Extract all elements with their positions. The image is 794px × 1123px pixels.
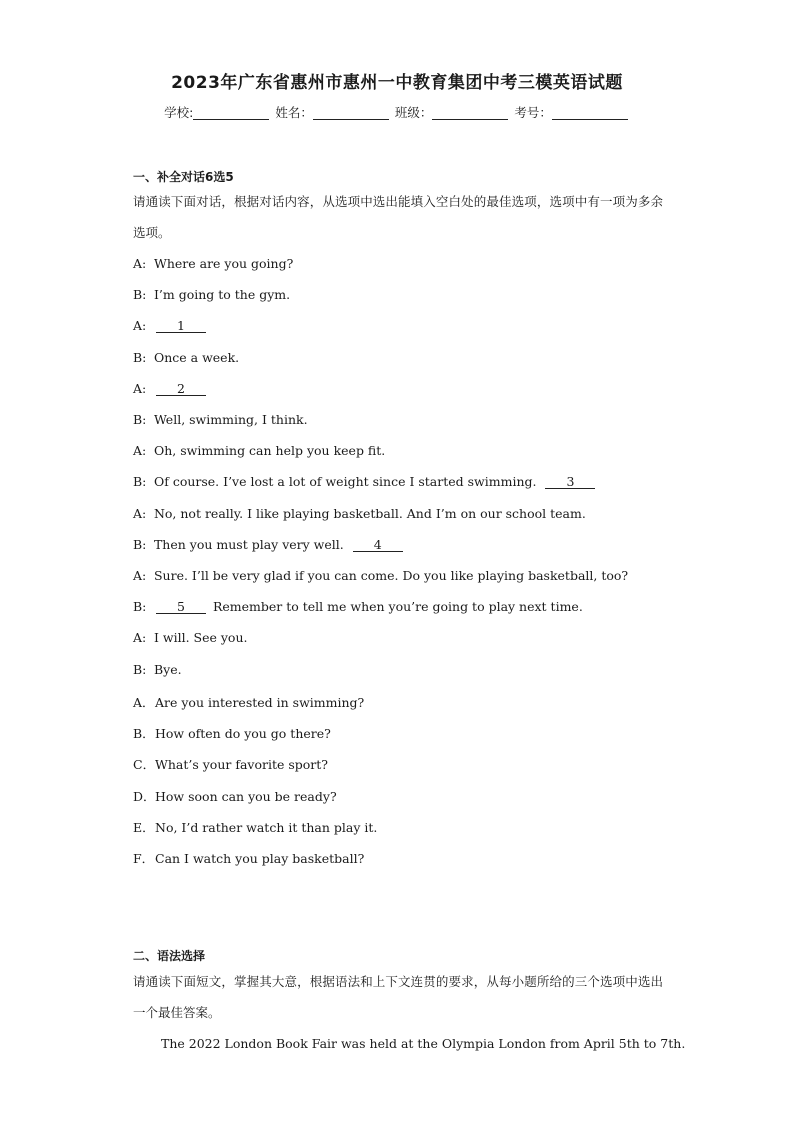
answer-blank[interactable]: 2 [156, 382, 206, 396]
speaker-label: A: [133, 318, 147, 334]
answer-blank[interactable]: 3 [545, 475, 595, 489]
option-item [133, 755, 328, 773]
dialogue-line [133, 412, 308, 427]
dialogue-line [133, 381, 209, 396]
dialogue-line [133, 318, 209, 333]
option-item [133, 818, 377, 836]
speaker-label: A: [133, 630, 147, 646]
dialogue-text: Where are you going? [150, 256, 294, 271]
option-text: What’s your favorite sport? [155, 757, 328, 773]
answer-blank[interactable]: 4 [353, 538, 403, 552]
speaker-label: A: [133, 380, 147, 396]
option-label: B． [133, 726, 155, 742]
speaker-label: B: [133, 599, 147, 615]
student-info-row [0, 103, 794, 121]
dialogue-line [133, 568, 628, 583]
school-field[interactable] [193, 106, 269, 120]
dialogue-line [133, 443, 385, 458]
name-field[interactable] [313, 106, 389, 120]
option-text: No, I’d rather watch it than play it. [155, 819, 378, 835]
answer-blank[interactable]: 1 [156, 319, 206, 333]
number-label: 考号： [514, 105, 552, 120]
option-label: F． [133, 851, 155, 866]
dialogue-text: Sure. I’ll be very glad if you can come. Do you like playing basketball, too? [150, 568, 629, 583]
speaker-label: B: [133, 536, 147, 552]
section1-heading: 一、补全对话6选5 [133, 170, 234, 184]
dialogue-line [133, 350, 239, 365]
option-label: A． [133, 695, 155, 710]
passage-paragraph: The 2022 London Book Fair was held at the Olympia London from April 5th to 7th. [161, 1036, 686, 1051]
number-field[interactable] [552, 106, 628, 120]
dialogue-text: I will. See you. [150, 630, 248, 646]
dialogue-text: Remember to tell me when you’re going to play next time. [209, 599, 583, 615]
dialogue-line [133, 256, 293, 271]
dialogue-line [133, 537, 406, 552]
speaker-label: A: [133, 505, 147, 521]
option-item [133, 693, 364, 711]
section2-heading: 二、语法选择 [133, 949, 206, 963]
dialogue-text: Of course. I’ve lost a lot of weight since I started swimming. [150, 474, 537, 490]
speaker-label: A: [133, 443, 147, 459]
dialogue-text: Then you must play very well. [150, 536, 344, 552]
option-item [133, 724, 331, 742]
option-text: How soon can you be ready? [155, 788, 337, 804]
dialogue-text: No, not really. I like playing basketball. And I’m on our school team. [150, 505, 586, 521]
dialogue-line [133, 630, 247, 645]
dialogue-text: Bye. [150, 661, 182, 677]
option-item [133, 849, 364, 867]
option-text: How often do you go there? [155, 726, 331, 742]
name-label: 姓名： [275, 105, 313, 120]
dialogue-line [133, 506, 586, 521]
dialogue-text: Well, swimming, I think. [150, 412, 308, 427]
option-text: Can I watch you play basketball? [155, 851, 365, 866]
dialogue-text: Oh, swimming can help you keep fit. [150, 443, 386, 459]
dialogue-text: I’m going to the gym. [150, 287, 291, 303]
dialogue-line [133, 662, 182, 677]
dialogue-line [133, 474, 598, 489]
class-field[interactable] [432, 106, 508, 120]
speaker-label: B: [133, 661, 147, 677]
answer-blank[interactable]: 5 [156, 600, 206, 614]
speaker-label: B: [133, 474, 147, 490]
option-label: E． [133, 819, 155, 835]
speaker-label: B: [133, 412, 147, 427]
speaker-label: B: [133, 349, 147, 365]
page-title: 2023年广东省惠州市惠州一中教育集团中考三模英语试题 [171, 73, 623, 93]
option-item [133, 787, 337, 805]
school-label: 学校: [164, 105, 194, 120]
speaker-label: A: [133, 568, 147, 583]
option-label: D． [133, 788, 156, 804]
class-label: 班级： [394, 105, 433, 120]
dialogue-line [133, 599, 583, 614]
section2-instruction: 请通读下面短文，掌握其大意，根据语法和上下文连贯的要求，从每小题所给的三个选项中选出一个最佳答案。 [133, 974, 663, 1020]
option-label: C． [133, 757, 156, 773]
speaker-label: B: [133, 287, 147, 303]
option-text: Are you interested in swimming? [155, 695, 365, 710]
speaker-label: A: [133, 256, 147, 271]
section1-instruction: 请通读下面对话，根据对话内容，从选项中选出能填入空白处的最佳选项，选项中有一项为多余选项。 [133, 194, 663, 240]
dialogue-line [133, 287, 290, 302]
dialogue-text: Once a week. [150, 349, 240, 365]
